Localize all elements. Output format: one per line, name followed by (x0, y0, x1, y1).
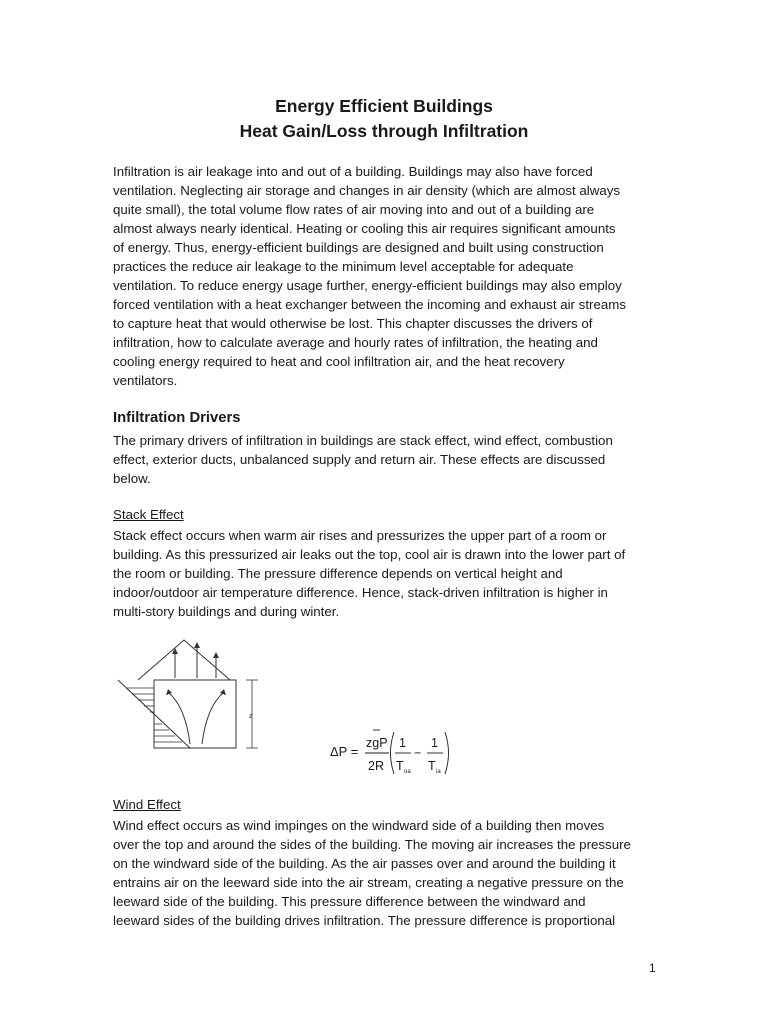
curved-arrow-right-icon (202, 692, 224, 744)
paragraph-line: Infiltration is air leakage into and out of a building. Buildings may also have forced (113, 164, 593, 179)
paragraph-line: almost always nearly identical. Heating or cooling this air requires significant amounts (113, 221, 616, 236)
paragraph-line: leeward sides of the building drives infiltration. The pressure difference is proportional (113, 913, 616, 928)
formula-numerator: zgP (366, 736, 388, 750)
formula-denominator: 2R (368, 759, 384, 773)
stack-effect-diagram (112, 636, 272, 756)
paragraph-line: cooling energy required to heat and cool infiltration air, and the heat recovery (113, 354, 565, 369)
paragraph-line: infiltration, how to calculate average and hourly rates of infiltration, the heating and (113, 335, 598, 350)
paragraph-line: ventilation. Neglecting air storage and changes in air density (which are almost always (113, 183, 621, 198)
formula-term2-numerator: 1 (431, 736, 438, 750)
formula-term2-subscript: ia (436, 769, 441, 775)
drivers-paragraph (113, 431, 669, 488)
stack-effect-paragraph (113, 526, 669, 621)
paragraph-line: practices the reduce air leakage to the minimum level acceptable for adequate (113, 259, 574, 274)
formula-term2-denominator: T (428, 759, 436, 773)
paragraph-line: forced ventilation with a heat exchanger between the incoming and exhaust air streams (113, 297, 626, 312)
intro-paragraph (113, 162, 669, 390)
wind-effect-paragraph (113, 816, 669, 930)
section-heading-infiltration-drivers: Infiltration Drivers (113, 410, 241, 426)
formula-term1-subscript: oa (404, 769, 411, 775)
stack-pressure-formula (328, 726, 468, 782)
paragraph-line: below. (113, 471, 151, 486)
formula-right-paren (445, 732, 449, 774)
paragraph-line: multi-story buildings and during winter. (113, 604, 340, 619)
document-title: Energy Efficient Buildings (275, 96, 493, 116)
paragraph-line: entrains air on the leeward side into the air stream, creating a negative pressure on the (113, 875, 624, 890)
paragraph-line: on the windward side of the building. As the air passes over and around the building it (113, 856, 616, 871)
paragraph-line: to capture heat that would otherwise be lost. This chapter discusses the drivers of (113, 316, 593, 331)
paragraph-line: effect, exterior ducts, unbalanced supply and return air. These effects are discussed (113, 452, 606, 467)
paragraph-line: ventilators. (113, 373, 178, 388)
page-number: 1 (649, 961, 656, 975)
paragraph-line: leeward side of the building. This pressure difference between the windward and (113, 894, 586, 909)
paragraph-line: ventilation. To reduce energy usage further, energy-efficient buildings may also employ (113, 278, 622, 293)
paragraph-line: over the top and around the sides of the building. The moving air increases the pressure (113, 837, 631, 852)
paragraph-line: Wind effect occurs as wind impinges on the windward side of a building then moves (113, 818, 605, 833)
paragraph-line: of energy. Thus, energy-efficient buildings are designed and built using construction (113, 240, 604, 255)
subheading-wind-effect: Wind Effect (113, 797, 181, 812)
formula-term1-numerator: 1 (399, 736, 406, 750)
paragraph-line: indoor/outdoor air temperature difference. Hence, stack-driven infiltration is higher in (113, 585, 608, 600)
paragraph-line: the room or building. The pressure difference depends on vertical height and (113, 566, 563, 581)
paragraph-line: The primary drivers of infiltration in buildings are stack effect, wind effect, combustion (113, 433, 613, 448)
formula-left-paren (391, 732, 395, 774)
document-subtitle: Heat Gain/Loss through Infiltration (239, 121, 529, 141)
paragraph-line: building. As this pressurized air leaks out the top, cool air is drawn into the lower part of (113, 547, 626, 562)
subheading-stack-effect: Stack Effect (113, 507, 184, 522)
formula-term1-denominator: T (396, 759, 404, 773)
height-label: z (249, 713, 253, 720)
paragraph-line: quite small), the total volume flow rates of air moving into and out of a building are (113, 202, 595, 217)
paragraph-line: Stack effect occurs when warm air rises and pressurizes the upper part of a room or (113, 528, 607, 543)
formula-operator: − (414, 746, 422, 760)
formula-lhs: ΔP = (330, 744, 359, 759)
